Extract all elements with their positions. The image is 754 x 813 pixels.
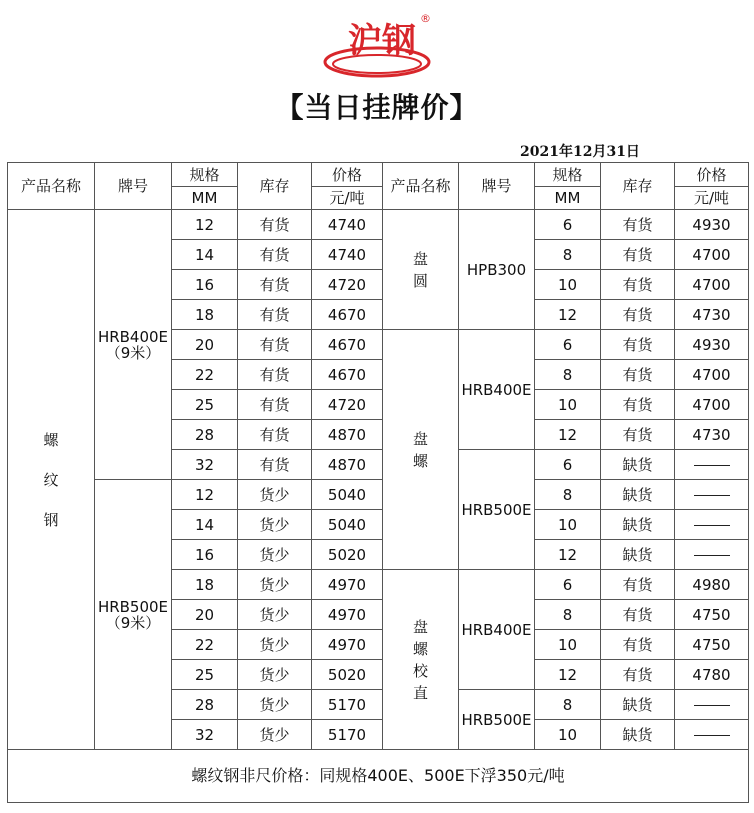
stock-cell: 货少 — [238, 570, 312, 600]
registered-mark: ® — [420, 12, 431, 25]
col-price-unit-r: 元/吨 — [675, 187, 749, 210]
price-cell-r — [675, 720, 749, 750]
table-row — [8, 480, 749, 510]
spec-cell-r: 10 — [535, 270, 601, 300]
price-cell: 4720 — [312, 390, 383, 420]
product-rebar: 螺纹钢 — [8, 210, 95, 750]
spec-cell: 16 — [172, 270, 238, 300]
table-row — [8, 210, 749, 240]
grade-grade_hrb400e_1: HRB400E — [459, 330, 535, 450]
stock-cell: 有货 — [238, 270, 312, 300]
grade-grade_hpb300: HPB300 — [459, 210, 535, 330]
price-cell: 4670 — [312, 360, 383, 390]
grade-hrb400e: HRB400E （9米） — [95, 210, 172, 480]
spec-cell: 18 — [172, 570, 238, 600]
spec-cell: 25 — [172, 390, 238, 420]
spec-cell-r: 6 — [535, 330, 601, 360]
col-price-unit: 元/吨 — [312, 187, 383, 210]
spec-cell: 25 — [172, 660, 238, 690]
price-cell-r: 4700 — [675, 270, 749, 300]
stock-cell-r: 有货 — [601, 600, 675, 630]
price-cell-r: 4780 — [675, 660, 749, 690]
stock-cell: 有货 — [238, 240, 312, 270]
logo-text: 沪钢 — [348, 21, 416, 61]
spec-cell: 20 — [172, 600, 238, 630]
price-cell-r: 4730 — [675, 420, 749, 450]
spec-cell-r: 8 — [535, 360, 601, 390]
spec-cell-r: 8 — [535, 480, 601, 510]
price-cell: 5020 — [312, 660, 383, 690]
spec-cell: 20 — [172, 330, 238, 360]
page-title: 【当日挂牌价】 — [275, 91, 479, 124]
stock-cell-r: 有货 — [601, 570, 675, 600]
spec-cell-r: 10 — [535, 390, 601, 420]
price-cell-r: 4930 — [675, 330, 749, 360]
grade-grade_hrb500e_1: HRB500E — [459, 450, 535, 570]
spec-cell: 28 — [172, 420, 238, 450]
stock-cell: 货少 — [238, 660, 312, 690]
stock-cell-r: 有货 — [601, 300, 675, 330]
stock-cell: 货少 — [238, 690, 312, 720]
spec-cell-r: 8 — [535, 240, 601, 270]
spec-cell-r: 12 — [535, 540, 601, 570]
stock-cell-r: 缺货 — [601, 720, 675, 750]
stock-cell-r: 缺货 — [601, 480, 675, 510]
spec-cell: 32 — [172, 450, 238, 480]
price-cell: 4970 — [312, 630, 383, 660]
price-cell-r: 4700 — [675, 390, 749, 420]
stock-cell-r: 有货 — [601, 330, 675, 360]
col-product-r: 产品名称 — [383, 163, 459, 210]
spec-cell: 32 — [172, 720, 238, 750]
price-cell-r: 4750 — [675, 600, 749, 630]
price-table — [7, 162, 749, 803]
price-cell-r — [675, 480, 749, 510]
spec-cell: 16 — [172, 540, 238, 570]
spec-cell: 14 — [172, 510, 238, 540]
stock-cell: 有货 — [238, 420, 312, 450]
stock-cell: 有货 — [238, 450, 312, 480]
spec-cell: 12 — [172, 480, 238, 510]
spec-cell-r: 8 — [535, 600, 601, 630]
price-cell-r: 4700 — [675, 360, 749, 390]
stock-cell: 有货 — [238, 210, 312, 240]
no-price-dash — [694, 735, 730, 736]
price-cell: 5040 — [312, 480, 383, 510]
stock-cell: 有货 — [238, 300, 312, 330]
col-price: 价格 — [312, 163, 383, 187]
col-spec-unit-r: MM — [535, 187, 601, 210]
price-cell: 5020 — [312, 540, 383, 570]
stock-cell-r: 有货 — [601, 390, 675, 420]
price-cell: 5170 — [312, 720, 383, 750]
spec-cell-r: 12 — [535, 420, 601, 450]
stock-cell-r: 有货 — [601, 240, 675, 270]
stock-cell: 货少 — [238, 480, 312, 510]
price-cell: 4970 — [312, 600, 383, 630]
stock-cell: 有货 — [238, 330, 312, 360]
price-cell: 5040 — [312, 510, 383, 540]
no-price-dash — [694, 555, 730, 556]
spec-cell: 22 — [172, 630, 238, 660]
col-stock-r: 库存 — [601, 163, 675, 210]
no-price-dash — [694, 705, 730, 706]
grade-grade_hrb500e_2: HRB500E — [459, 690, 535, 750]
stock-cell-r: 有货 — [601, 420, 675, 450]
stock-cell: 货少 — [238, 510, 312, 540]
price-cell-r — [675, 690, 749, 720]
spec-cell-r: 12 — [535, 660, 601, 690]
col-product: 产品名称 — [8, 163, 95, 210]
col-price-r: 价格 — [675, 163, 749, 187]
spec-cell-r: 8 — [535, 690, 601, 720]
col-grade-r: 牌号 — [459, 163, 535, 210]
stock-cell-r: 有货 — [601, 210, 675, 240]
price-cell: 4740 — [312, 210, 383, 240]
no-price-dash — [694, 495, 730, 496]
stock-cell: 货少 — [238, 540, 312, 570]
price-cell-r — [675, 510, 749, 540]
spec-cell: 12 — [172, 210, 238, 240]
stock-cell-r: 缺货 — [601, 450, 675, 480]
product-prod_panluo: 盘螺 — [383, 330, 459, 570]
stock-cell-r: 缺货 — [601, 510, 675, 540]
price-cell-r: 4700 — [675, 240, 749, 270]
stock-cell-r: 有货 — [601, 270, 675, 300]
spec-cell-r: 10 — [535, 510, 601, 540]
price-cell: 4970 — [312, 570, 383, 600]
col-grade: 牌号 — [95, 163, 172, 210]
spec-cell: 28 — [172, 690, 238, 720]
stock-cell: 货少 — [238, 720, 312, 750]
spec-cell: 22 — [172, 360, 238, 390]
price-cell-r: 4730 — [675, 300, 749, 330]
grade-grade_hrb400e_2: HRB400E — [459, 570, 535, 690]
price-cell: 4720 — [312, 270, 383, 300]
spec-cell: 18 — [172, 300, 238, 330]
price-cell-r: 4930 — [675, 210, 749, 240]
price-cell: 5170 — [312, 690, 383, 720]
price-cell: 4740 — [312, 240, 383, 270]
spec-cell-r: 6 — [535, 570, 601, 600]
stock-cell: 有货 — [238, 360, 312, 390]
col-spec: 规格 — [172, 163, 238, 187]
price-cell: 4870 — [312, 420, 383, 450]
col-stock: 库存 — [238, 163, 312, 210]
grade-hrb500e: HRB500E （9米） — [95, 480, 172, 750]
stock-cell-r: 缺货 — [601, 540, 675, 570]
col-spec-unit: MM — [172, 187, 238, 210]
price-cell: 4670 — [312, 330, 383, 360]
stock-cell-r: 有货 — [601, 660, 675, 690]
product-prod_panyuan: 盘圆 — [383, 210, 459, 330]
no-price-dash — [694, 525, 730, 526]
stock-cell-r: 缺货 — [601, 690, 675, 720]
col-spec-r: 规格 — [535, 163, 601, 187]
price-cell: 4670 — [312, 300, 383, 330]
product-prod_panluo_jz: 盘螺校直 — [383, 570, 459, 750]
spec-cell: 14 — [172, 240, 238, 270]
spec-cell-r: 10 — [535, 720, 601, 750]
date-label: 2021年12月31日 — [520, 144, 640, 160]
stock-cell-r: 有货 — [601, 630, 675, 660]
price-cell-r: 4980 — [675, 570, 749, 600]
spec-cell-r: 12 — [535, 300, 601, 330]
price-cell-r — [675, 450, 749, 480]
company-logo — [318, 8, 436, 80]
price-cell-r: 4750 — [675, 630, 749, 660]
stock-cell: 货少 — [238, 630, 312, 660]
no-price-dash — [694, 465, 730, 466]
price-cell: 4870 — [312, 450, 383, 480]
spec-cell-r: 6 — [535, 210, 601, 240]
stock-cell: 货少 — [238, 600, 312, 630]
spec-cell-r: 10 — [535, 630, 601, 660]
footer-note: 螺纹钢非尺价格：同规格400E、500E下浮350元/吨 — [8, 750, 749, 803]
stock-cell: 有货 — [238, 390, 312, 420]
stock-cell-r: 有货 — [601, 360, 675, 390]
price-cell-r — [675, 540, 749, 570]
spec-cell-r: 6 — [535, 450, 601, 480]
